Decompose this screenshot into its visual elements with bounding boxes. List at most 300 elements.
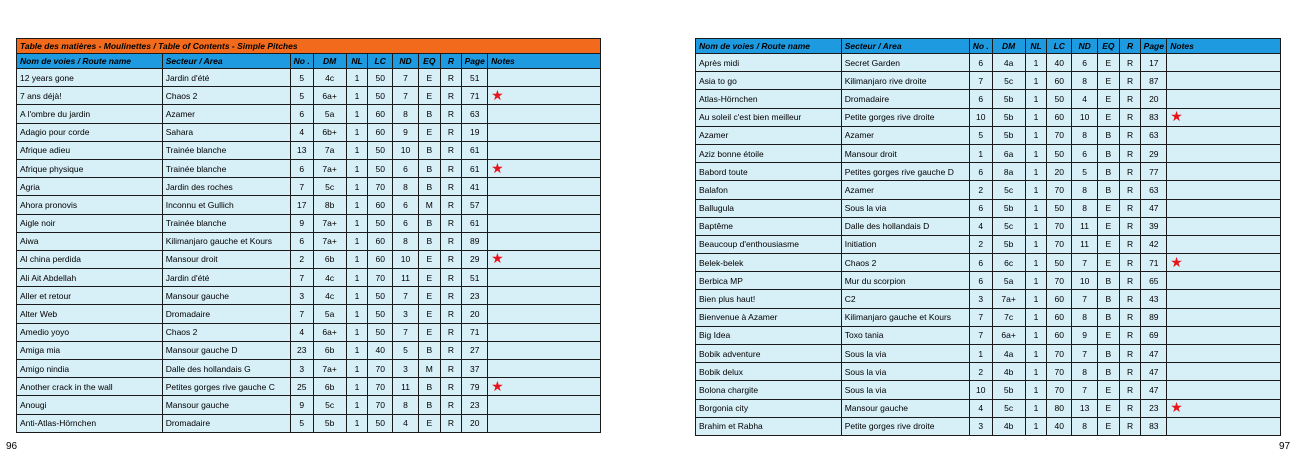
table-cell: 7 xyxy=(1072,345,1098,363)
table-cell: Balafon xyxy=(696,181,842,199)
table-cell: M xyxy=(418,196,440,214)
table-cell: 1 xyxy=(346,323,368,341)
table-cell: 70 xyxy=(368,360,393,378)
table-cell: Mur du scorpion xyxy=(841,272,969,290)
table-row xyxy=(17,378,601,396)
table-cell: 6 xyxy=(393,196,419,214)
table-cell: 1 xyxy=(346,305,368,323)
table-row xyxy=(17,105,601,123)
table-cell: 80 xyxy=(1047,399,1072,417)
notes-cell xyxy=(1167,254,1281,272)
table-cell: 5b xyxy=(992,235,1025,253)
table-cell: E xyxy=(1098,381,1120,399)
table-cell: 83 xyxy=(1141,108,1167,126)
notes-cell xyxy=(1167,199,1281,217)
table-cell: 17 xyxy=(1141,54,1167,72)
table-cell: 60 xyxy=(368,123,393,141)
table-cell: 7 xyxy=(290,269,313,287)
table-cell: B xyxy=(418,159,440,177)
table-cell: R xyxy=(1119,217,1141,235)
table-cell: 23 xyxy=(290,341,313,359)
table-cell: Another crack in the wall xyxy=(17,378,163,396)
table-cell: Azamer xyxy=(162,105,290,123)
table-cell: B xyxy=(1098,345,1120,363)
table-cell: 1 xyxy=(1025,417,1047,435)
table-cell: 8 xyxy=(1072,181,1098,199)
table-cell: 25 xyxy=(290,378,313,396)
table-cell: 29 xyxy=(462,250,488,268)
table-cell: C2 xyxy=(841,290,969,308)
table-cell: B xyxy=(1098,308,1120,326)
table-cell: 47 xyxy=(1141,199,1167,217)
table-cell: 70 xyxy=(368,178,393,196)
table-cell: 77 xyxy=(1141,163,1167,181)
table-row xyxy=(696,308,1281,326)
star-icon: ★ xyxy=(491,250,504,267)
table-cell: 6 xyxy=(290,232,313,250)
table-cell: 1 xyxy=(1025,181,1047,199)
table-cell: 17 xyxy=(290,196,313,214)
table-cell: 1 xyxy=(1025,326,1047,344)
table-cell: Big Idea xyxy=(696,326,842,344)
notes-cell xyxy=(488,378,601,396)
table-cell: E xyxy=(1098,108,1120,126)
table-row xyxy=(696,254,1281,272)
column-header: Secteur / Area xyxy=(162,54,290,69)
table-cell: Aiwa xyxy=(17,232,163,250)
notes-cell xyxy=(488,250,601,268)
table-cell: R xyxy=(440,214,462,232)
table-cell: 70 xyxy=(1047,272,1072,290)
table-cell: E xyxy=(418,305,440,323)
table-cell: 20 xyxy=(462,305,488,323)
table-cell: 70 xyxy=(1047,381,1072,399)
notes-cell xyxy=(1167,144,1281,162)
table-cell: R xyxy=(1119,199,1141,217)
table-cell: 13 xyxy=(1072,399,1098,417)
table-cell: Sous la via xyxy=(841,363,969,381)
table-cell: 51 xyxy=(462,269,488,287)
table-cell: E xyxy=(418,414,440,432)
table-cell: Trainée blanche xyxy=(162,141,290,159)
table-cell: Dalle des hollandais G xyxy=(162,360,290,378)
table-cell: 1 xyxy=(1025,54,1047,72)
table-cell: Jardin d'été xyxy=(162,69,290,87)
notes-cell xyxy=(1167,326,1281,344)
table-cell: 1 xyxy=(346,159,368,177)
table-cell: 1 xyxy=(346,269,368,287)
table-cell: R xyxy=(1119,363,1141,381)
table-cell: 6 xyxy=(969,163,992,181)
table-cell: 9 xyxy=(393,123,419,141)
table-cell: E xyxy=(1098,199,1120,217)
table-cell: 1 xyxy=(346,69,368,87)
table-row xyxy=(17,214,601,232)
table-cell: B xyxy=(1098,181,1120,199)
table-cell: Alter Web xyxy=(17,305,163,323)
table-cell: 6b xyxy=(313,341,346,359)
table-cell: 1 xyxy=(346,250,368,268)
notes-cell xyxy=(1167,90,1281,108)
star-icon: ★ xyxy=(1170,108,1183,125)
table-cell: Adagio pour corde xyxy=(17,123,163,141)
table-cell: 27 xyxy=(462,341,488,359)
table-cell: 89 xyxy=(462,232,488,250)
table-cell: 4 xyxy=(393,414,419,432)
table-cell: 5c xyxy=(313,396,346,414)
table-cell: Afrique physique xyxy=(17,159,163,177)
table-cell: 6a+ xyxy=(313,323,346,341)
table-cell: Kilimanjaro gauche et Kours xyxy=(841,308,969,326)
table-cell: E xyxy=(1098,399,1120,417)
table-row xyxy=(696,163,1281,181)
table-cell: 5b xyxy=(313,414,346,432)
table-cell: E xyxy=(418,269,440,287)
table-cell: Bienvenue à Azamer xyxy=(696,308,842,326)
table-cell: Brahim et Rabha xyxy=(696,417,842,435)
table-cell: Toxo tania xyxy=(841,326,969,344)
table-cell: 1 xyxy=(346,378,368,396)
table-cell: R xyxy=(440,341,462,359)
table-cell: 7 xyxy=(1072,290,1098,308)
table-row xyxy=(17,232,601,250)
table-cell: 8 xyxy=(1072,199,1098,217)
table-cell: 50 xyxy=(368,141,393,159)
table-cell: 60 xyxy=(1047,326,1072,344)
table-cell: 1 xyxy=(1025,108,1047,126)
notes-cell xyxy=(488,141,601,159)
table-row xyxy=(17,396,601,414)
table-cell: 50 xyxy=(1047,199,1072,217)
star-icon: ★ xyxy=(491,159,504,176)
notes-cell xyxy=(488,269,601,287)
notes-cell xyxy=(488,360,601,378)
notes-cell xyxy=(488,159,601,177)
table-cell: 40 xyxy=(368,341,393,359)
table-cell: E xyxy=(418,323,440,341)
table-cell: 4 xyxy=(290,323,313,341)
table-cell: Bobik delux xyxy=(696,363,842,381)
table-cell: Mansour gauche xyxy=(162,396,290,414)
table-cell: Mansour gauche xyxy=(841,399,969,417)
table-cell: 70 xyxy=(1047,126,1072,144)
table-cell: R xyxy=(440,178,462,196)
table-row xyxy=(696,144,1281,162)
table-cell: 3 xyxy=(290,360,313,378)
table-cell: 6b+ xyxy=(313,123,346,141)
table-cell: Chaos 2 xyxy=(162,87,290,105)
table-cell: 10 xyxy=(393,141,419,159)
table-cell: 50 xyxy=(368,287,393,305)
table-cell: 9 xyxy=(290,214,313,232)
table-cell: 5c xyxy=(992,217,1025,235)
table-cell: 1 xyxy=(346,232,368,250)
table-cell: Secret Garden xyxy=(841,54,969,72)
notes-cell xyxy=(488,87,601,105)
table-cell: 7a+ xyxy=(313,360,346,378)
column-header: EQ xyxy=(1098,39,1120,54)
column-header: Notes xyxy=(1167,39,1281,54)
notes-cell xyxy=(1167,381,1281,399)
table-cell: 13 xyxy=(290,141,313,159)
table-cell: 9 xyxy=(1072,326,1098,344)
table-cell: Sous la via xyxy=(841,345,969,363)
table-cell: 1 xyxy=(346,123,368,141)
table-cell: R xyxy=(1119,345,1141,363)
notes-cell xyxy=(1167,399,1281,417)
table-row xyxy=(696,108,1281,126)
table-row xyxy=(17,287,601,305)
star-icon: ★ xyxy=(491,86,504,103)
table-cell: Trainée blanche xyxy=(162,159,290,177)
column-header: DM xyxy=(313,54,346,69)
table-cell: 4 xyxy=(1072,90,1098,108)
table-cell: 7 xyxy=(1072,381,1098,399)
table-cell: 1 xyxy=(1025,290,1047,308)
table-cell: Sous la via xyxy=(841,381,969,399)
table-cell: R xyxy=(440,232,462,250)
table-cell: 4b xyxy=(992,363,1025,381)
table-row xyxy=(696,235,1281,253)
table-cell: 6a+ xyxy=(313,87,346,105)
table-cell: 3 xyxy=(393,360,419,378)
table-cell: 10 xyxy=(969,381,992,399)
table-cell: 6 xyxy=(969,199,992,217)
table-cell: R xyxy=(440,141,462,159)
notes-cell xyxy=(1167,54,1281,72)
table-cell: 39 xyxy=(1141,217,1167,235)
table-cell: 60 xyxy=(1047,308,1072,326)
notes-cell xyxy=(1167,163,1281,181)
table-cell: 1 xyxy=(1025,381,1047,399)
table-cell: 40 xyxy=(1047,417,1072,435)
table-cell: 3 xyxy=(969,290,992,308)
notes-cell xyxy=(1167,217,1281,235)
table-cell: R xyxy=(440,123,462,141)
table-cell: 71 xyxy=(462,87,488,105)
column-header: Secteur / Area xyxy=(841,39,969,54)
table-cell: 6 xyxy=(969,54,992,72)
table-cell: R xyxy=(1119,308,1141,326)
table-cell: R xyxy=(1119,72,1141,90)
table-cell: 9 xyxy=(290,396,313,414)
table-cell: 1 xyxy=(1025,217,1047,235)
notes-cell xyxy=(1167,181,1281,199)
table-cell: 1 xyxy=(1025,235,1047,253)
table-cell: 8b xyxy=(313,196,346,214)
table-cell: 8 xyxy=(393,178,419,196)
table-cell: 23 xyxy=(1141,399,1167,417)
table-cell: 61 xyxy=(462,214,488,232)
table-cell: 70 xyxy=(1047,363,1072,381)
table-row xyxy=(17,360,601,378)
table-cell: R xyxy=(440,396,462,414)
notes-cell xyxy=(1167,272,1281,290)
table-cell: 8 xyxy=(393,232,419,250)
table-cell: 50 xyxy=(368,305,393,323)
table-cell: Petites gorges rive gauche C xyxy=(162,378,290,396)
table-row xyxy=(17,69,601,87)
table-cell: 8 xyxy=(1072,126,1098,144)
table-cell: 8 xyxy=(1072,363,1098,381)
table-row xyxy=(696,181,1281,199)
notes-cell xyxy=(488,214,601,232)
table-cell: 6b xyxy=(313,378,346,396)
table-cell: 50 xyxy=(368,414,393,432)
table-cell: R xyxy=(1119,181,1141,199)
table-cell: 1 xyxy=(1025,363,1047,381)
table-cell: Dromadaire xyxy=(841,90,969,108)
table-header-row xyxy=(17,54,601,69)
table-cell: Berbica MP xyxy=(696,272,842,290)
table-row xyxy=(17,87,601,105)
table-cell: Afrique adieu xyxy=(17,141,163,159)
table-cell: 4c xyxy=(313,287,346,305)
table-cell: Agria xyxy=(17,178,163,196)
table-cell: Après midi xyxy=(696,54,842,72)
table-cell: 7a+ xyxy=(313,232,346,250)
table-cell: 40 xyxy=(1047,54,1072,72)
table-cell: 1 xyxy=(346,287,368,305)
table-cell: 20 xyxy=(1047,163,1072,181)
table-cell: B xyxy=(1098,126,1120,144)
table-cell: R xyxy=(440,378,462,396)
table-cell: Al china perdida xyxy=(17,250,163,268)
table-cell: 11 xyxy=(393,269,419,287)
table-cell: 60 xyxy=(1047,72,1072,90)
table-cell: Anougi xyxy=(17,396,163,414)
column-header: LC xyxy=(368,54,393,69)
table-cell: 1 xyxy=(1025,126,1047,144)
table-cell: 5b xyxy=(992,126,1025,144)
table-cell: R xyxy=(1119,381,1141,399)
table-cell: B xyxy=(418,178,440,196)
table-cell: 50 xyxy=(368,159,393,177)
table-cell: E xyxy=(418,69,440,87)
table-cell: Sous la via xyxy=(841,199,969,217)
table-cell: 10 xyxy=(1072,272,1098,290)
table-cell: 7 xyxy=(1072,254,1098,272)
table-cell: 8 xyxy=(393,105,419,123)
table-cell: Bolona chargite xyxy=(696,381,842,399)
table-cell: Chaos 2 xyxy=(162,323,290,341)
table-row xyxy=(17,341,601,359)
table-cell: 37 xyxy=(462,360,488,378)
table-cell: 4b xyxy=(992,417,1025,435)
column-header: ND xyxy=(393,54,419,69)
table-cell: 42 xyxy=(1141,235,1167,253)
table-cell: 71 xyxy=(462,323,488,341)
table-row xyxy=(17,178,601,196)
table-cell: 6 xyxy=(969,272,992,290)
table-cell: Chaos 2 xyxy=(841,254,969,272)
table-cell: 63 xyxy=(462,105,488,123)
table-row xyxy=(696,72,1281,90)
notes-cell xyxy=(488,341,601,359)
column-header: Notes xyxy=(488,54,601,69)
star-icon: ★ xyxy=(1170,399,1183,416)
table-row xyxy=(696,399,1281,417)
notes-cell xyxy=(488,414,601,432)
table-cell: Mansour gauche D xyxy=(162,341,290,359)
column-header: Page xyxy=(462,54,488,69)
table-cell: 23 xyxy=(462,287,488,305)
table-cell: 1 xyxy=(346,341,368,359)
table-cell: 1 xyxy=(346,396,368,414)
column-header: No . xyxy=(969,39,992,54)
table-cell: Belek-belek xyxy=(696,254,842,272)
table-cell: Atlas-Hörnchen xyxy=(696,90,842,108)
table-row xyxy=(696,363,1281,381)
table-cell: Initiation xyxy=(841,235,969,253)
table-cell: R xyxy=(440,360,462,378)
table-cell: 5 xyxy=(290,414,313,432)
table-cell: Dromadaire xyxy=(162,414,290,432)
table-cell: Bobik adventure xyxy=(696,345,842,363)
table-cell: E xyxy=(418,250,440,268)
table-cell: R xyxy=(440,105,462,123)
notes-cell xyxy=(1167,417,1281,435)
table-cell: 5c xyxy=(313,178,346,196)
table-cell: 4c xyxy=(313,269,346,287)
table-cell: 60 xyxy=(368,196,393,214)
notes-cell xyxy=(488,323,601,341)
table-cell: 3 xyxy=(393,305,419,323)
table-cell: E xyxy=(1098,417,1120,435)
table-cell: M xyxy=(418,360,440,378)
table-cell: 23 xyxy=(462,396,488,414)
table-cell: 4a xyxy=(992,54,1025,72)
table-cell: 7 xyxy=(290,305,313,323)
table-cell: Jardin d'été xyxy=(162,269,290,287)
table-cell: 87 xyxy=(1141,72,1167,90)
table-row xyxy=(17,323,601,341)
table-cell: R xyxy=(1119,163,1141,181)
table-cell: 50 xyxy=(1047,144,1072,162)
table-header-row xyxy=(696,39,1281,54)
table-cell: 10 xyxy=(393,250,419,268)
table-cell: 47 xyxy=(1141,345,1167,363)
table-row xyxy=(696,326,1281,344)
table-cell: R xyxy=(440,323,462,341)
table-cell: 11 xyxy=(1072,235,1098,253)
notes-cell xyxy=(1167,108,1281,126)
table-title: Table des matières - Moulinettes / Table of Contents - Simple Pitches xyxy=(17,39,601,54)
table-cell: R xyxy=(1119,326,1141,344)
table-cell: 60 xyxy=(1047,108,1072,126)
table-title-row xyxy=(17,39,601,54)
star-icon: ★ xyxy=(491,377,504,394)
column-header: NL xyxy=(1025,39,1047,54)
column-header: LC xyxy=(1047,39,1072,54)
table-cell: 1 xyxy=(1025,399,1047,417)
column-header: Page xyxy=(1141,39,1167,54)
table-row xyxy=(17,141,601,159)
table-cell: 12 years gone xyxy=(17,69,163,87)
table-row xyxy=(696,199,1281,217)
table-cell: 5c xyxy=(992,72,1025,90)
table-cell: Amigo nindia xyxy=(17,360,163,378)
table-cell: 4 xyxy=(290,123,313,141)
notes-cell xyxy=(488,178,601,196)
table-cell: B xyxy=(418,105,440,123)
notes-cell xyxy=(488,287,601,305)
table-cell: 5b xyxy=(992,381,1025,399)
table-cell: R xyxy=(440,305,462,323)
notes-cell xyxy=(1167,290,1281,308)
table-cell: E xyxy=(1098,72,1120,90)
notes-cell xyxy=(1167,363,1281,381)
